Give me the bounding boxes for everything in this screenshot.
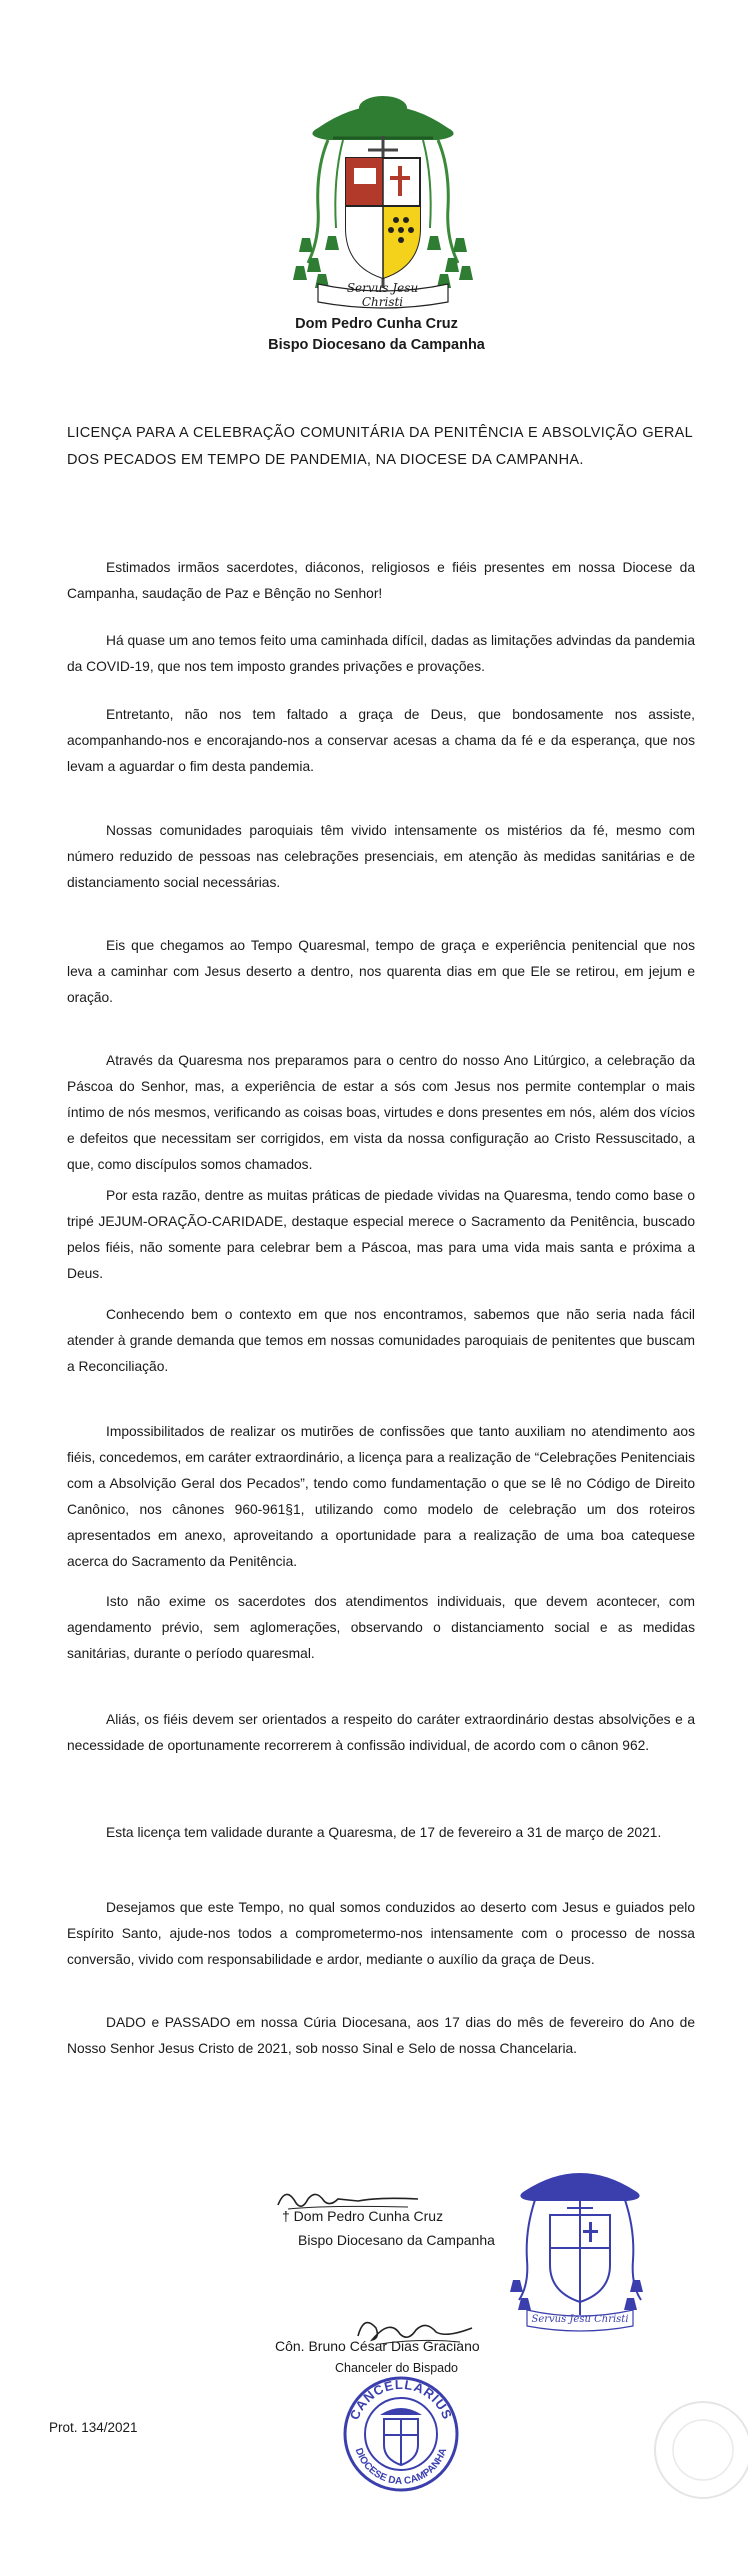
coat-of-arms-emblem xyxy=(288,88,478,310)
paragraph-4: Nossas comunidades paroquiais têm vivido intensamente os mistérios da fé, mesmo com número reduzido de pessoas nas celebrações presenciais, em atenção às medidas sanitárias e de distanciamento social necessárias. xyxy=(67,823,695,890)
bishop-name-header: Dom Pedro Cunha Cruz xyxy=(295,316,458,332)
stamp-bottom-text: DIOCESE DA CAMPANHA xyxy=(352,2446,450,2488)
paragraph-10: Isto não exime os sacerdotes dos atendimentos individuais, que devem acontecer, com agendamento prévio, sem aglomerações, observando o distanciamento social e as medidas sanitárias, durante o período quaresmal. xyxy=(67,1594,695,1661)
stamp-motto-text: Servus Jesu Christi xyxy=(531,2314,629,2325)
paragraph-9: Impossibilitados de realizar os mutirões de confissões que tanto auxiliam no atendimento aos fiéis, concedemos, em caráter extraordinário, a licença para a realização de “Celebrações Penitenciais com a Absolvição Geral dos Pecados”, tendo como fundamentação o que se lê no Código de Direito Canônico, nos cânones 960-961§1, utilizando como modelo de celebração um dos roteiros apresentados em anexo, aproveitando a oportunidade para a realização de uma boa catequese acerca do Sacramento da Penitência. xyxy=(67,1424,695,1569)
document-title: LICENÇA PARA A CELEBRAÇÃO COMUNITÁRIA DA PENITÊNCIA E ABSOLVIÇÃO GERAL DOS PECADOS EM TEMPO DE PANDEMIA, NA DIOCESE DA CAMPANHA. xyxy=(67,425,693,468)
blue-arms-stamp xyxy=(505,2160,655,2335)
chancellor-signature-title: Chanceler do Bispado xyxy=(335,2361,458,2375)
paragraph-1: Estimados irmãos sacerdotes, diáconos, religiosos e fiéis presentes em nossa Diocese da Campanha, saudação de Paz e Bênção no Senhor! xyxy=(67,560,695,601)
paragraph-7: Por esta razão, dentre as muitas práticas de piedade vividas na Quaresma, tendo como base o tripé JEJUM-ORAÇÃO-CARIDADE, destaque especial merece o Sacramento da Penitência, buscado pelos fiéis, não somente para celebrar bem a Páscoa, mas para uma vida mais santa e próxima a Deus. xyxy=(67,1188,695,1281)
bishop-title-header: Bispo Diocesano da Campanha xyxy=(268,337,485,353)
chancellor-signature-name: Côn. Bruno César Dias Graciano xyxy=(275,2338,480,2354)
bishop-signature-title: Bispo Diocesano da Campanha xyxy=(298,2232,495,2248)
protocol-number: Prot. 134/2021 xyxy=(49,2420,138,2435)
embossed-seal-mark xyxy=(648,2395,748,2505)
stamp-top-text: CANCELLARIUS xyxy=(346,2376,456,2423)
paragraph-6: Através da Quaresma nos preparamos para o centro do nosso Ano Litúrgico, a celebração da Páscoa do Senhor, mas, a experiência de estar a sós com Jesus nos permite contemplar o mais íntimo de nós mesmos, verificando as coisas boas, virtudes e dons presentes em nós, além dos vícios e defeitos que necessitam ser corrigidos, em vista da nossa configuração ao Cristo Ressuscitado, a que, como discípulos somos chamados. xyxy=(67,1053,695,1172)
chancellery-round-stamp xyxy=(342,2375,460,2493)
paragraph-8: Conhecendo bem o contexto em que nos encontramos, sabemos que não seria nada fácil atender à grande demanda que temos em nossas comunidades paroquiais de penitentes que buscam a Reconciliação. xyxy=(67,1307,695,1374)
paragraph-11: Aliás, os fiéis devem ser orientados a respeito do caráter extraordinário destas absolvições e a necessidade de oportunamente recorrerem à confissão individual, de acordo com o cânon 962. xyxy=(67,1712,695,1753)
svg-text:CANCELLARIUS xyxy=(347,2377,456,2422)
paragraph-2: Há quase um ano temos feito uma caminhada difícil, dadas as limitações advindas da pandemia da COVID-19, que nos tem imposto grandes privações e provações. xyxy=(67,633,696,674)
paragraph-12: Esta licença tem validade durante a Quaresma, de 17 de fevereiro a 31 de março de 2021. xyxy=(106,1825,662,1840)
paragraph-5: Eis que chegamos ao Tempo Quaresmal, tempo de graça e experiência penitencial que nos leva a caminhar com Jesus deserto a dentro, nos quarenta dias em que Ele se retirou, em jejum e oração. xyxy=(67,938,695,1005)
bishop-signature-name: † Dom Pedro Cunha Cruz xyxy=(282,2208,444,2224)
paragraph-14: DADO e PASSADO em nossa Cúria Diocesana, aos 17 dias do mês de fevereiro do Ano de Nosso Senhor Jesus Cristo de 2021, sob nosso Sinal e Selo de nossa Chancelaria. xyxy=(67,2015,695,2056)
paragraph-13: Desejamos que este Tempo, no qual somos conduzidos ao deserto com Jesus e guiados pelo Espírito Santo, ajude-nos todos a comprometermo-nos intensamente com o processo de nossa conversão, vivido com responsabilidade e ardor, mediante o auxílio da graça de Deus. xyxy=(67,1900,695,1967)
paragraph-3: Entretanto, não nos tem faltado a graça de Deus, que bondosamente nos assiste, acompanhando-nos e encorajando-nos a conservar acesas a chama da fé e da esperança, que nos levam a aguardar o fim desta pandemia. xyxy=(67,707,695,774)
motto-ribbon-text: Servus Jesu Christi xyxy=(346,281,419,309)
